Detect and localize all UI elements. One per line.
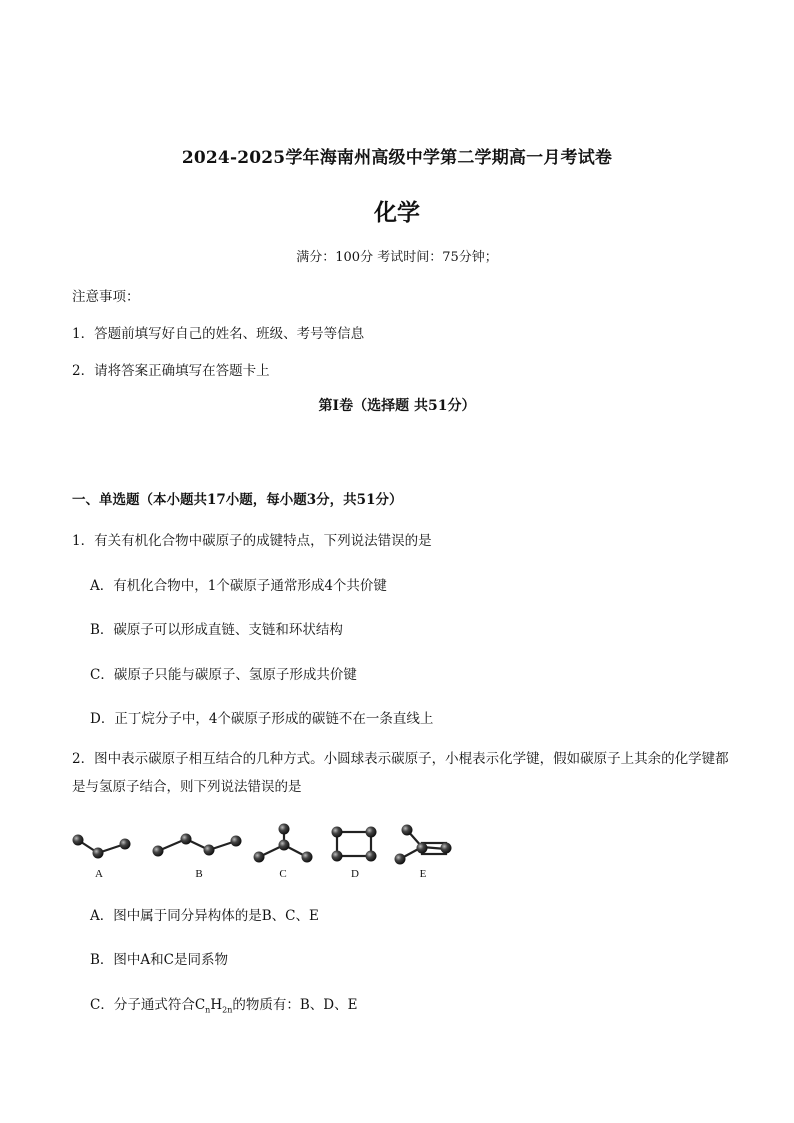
subscript-n: n <box>205 1005 211 1015</box>
carbon-atom <box>204 845 215 856</box>
q2-option-b: B．图中A和C是同系物 <box>90 952 228 968</box>
carbon-atom <box>366 827 377 838</box>
hydrogen-symbol: H <box>210 997 223 1013</box>
carbon-atom <box>153 846 164 857</box>
section-title: 第I卷（选择题 共51分） <box>318 398 476 414</box>
exam-meta: 满分：100分 考试时间：75分钟； <box>296 250 498 265</box>
figure-label-c: C <box>279 868 287 880</box>
notice-heading: 注意事项： <box>72 289 140 305</box>
figure-label-e: E <box>419 868 427 880</box>
question-1-stem: 1．有关有机化合物中碳原子的成键特点，下列说法错误的是 <box>72 533 432 549</box>
subject-title: 化学 <box>374 199 420 226</box>
notice-item: 2．请将答案正确填写在答题卡上 <box>72 363 270 379</box>
carbon-atom <box>395 854 406 865</box>
q2-option-c-suffix: 的物质有：B、D、E <box>232 997 358 1013</box>
q1-option-b: B．碳原子可以形成直链、支链和环状结构 <box>90 622 343 638</box>
carbon-atom <box>302 852 313 863</box>
part-heading: 一、单选题（本小题共17小题，每小题3分，共51分） <box>72 492 403 508</box>
figure-label-b: B <box>195 868 203 880</box>
carbon-structure-figure <box>66 822 466 882</box>
q1-option-c: C．碳原子只能与碳原子、氢原子形成共价键 <box>90 667 357 683</box>
carbon-atom <box>332 827 343 838</box>
carbon-atom <box>279 824 290 835</box>
q1-option-d: D．正丁烷分子中，4个碳原子形成的碳链不在一条直线上 <box>90 711 434 727</box>
carbon-atom <box>120 839 131 850</box>
q2-option-c-prefix: C．分子通式符合C <box>90 997 206 1013</box>
carbon-atom <box>279 840 290 851</box>
question-2-stem: 2．图中表示碳原子相互结合的几种方式。小圆球表示碳原子，小棍表示化学键，假如碳原子上其余的化学键都是与氢原子结合，则下列说法错误的是 <box>72 751 729 795</box>
carbon-atom <box>402 825 413 836</box>
figure-label-a: A <box>95 868 103 880</box>
q2-option-c <box>90 993 357 1015</box>
carbon-atom <box>73 835 84 846</box>
exam-title: 2024-2025学年海南州高级中学第二学期高一月考试卷 <box>181 148 613 168</box>
carbon-atom <box>441 843 452 854</box>
carbon-atom <box>417 843 428 854</box>
carbon-atom <box>181 834 192 845</box>
carbon-atom <box>93 848 104 859</box>
figure-label-d: D <box>351 868 359 880</box>
carbon-atom <box>332 851 343 862</box>
notice-item: 1．答题前填写好自己的姓名、班级、考号等信息 <box>72 326 365 342</box>
carbon-atom <box>231 836 242 847</box>
carbon-atom <box>254 852 265 863</box>
carbon-atom <box>366 851 377 862</box>
q2-option-a: A．图中属于同分异构体的是B、C、E <box>90 908 319 924</box>
q1-option-a: A．有机化合物中，1个碳原子通常形成4个共价键 <box>90 578 387 594</box>
subscript-2n: 2n <box>222 1005 233 1015</box>
